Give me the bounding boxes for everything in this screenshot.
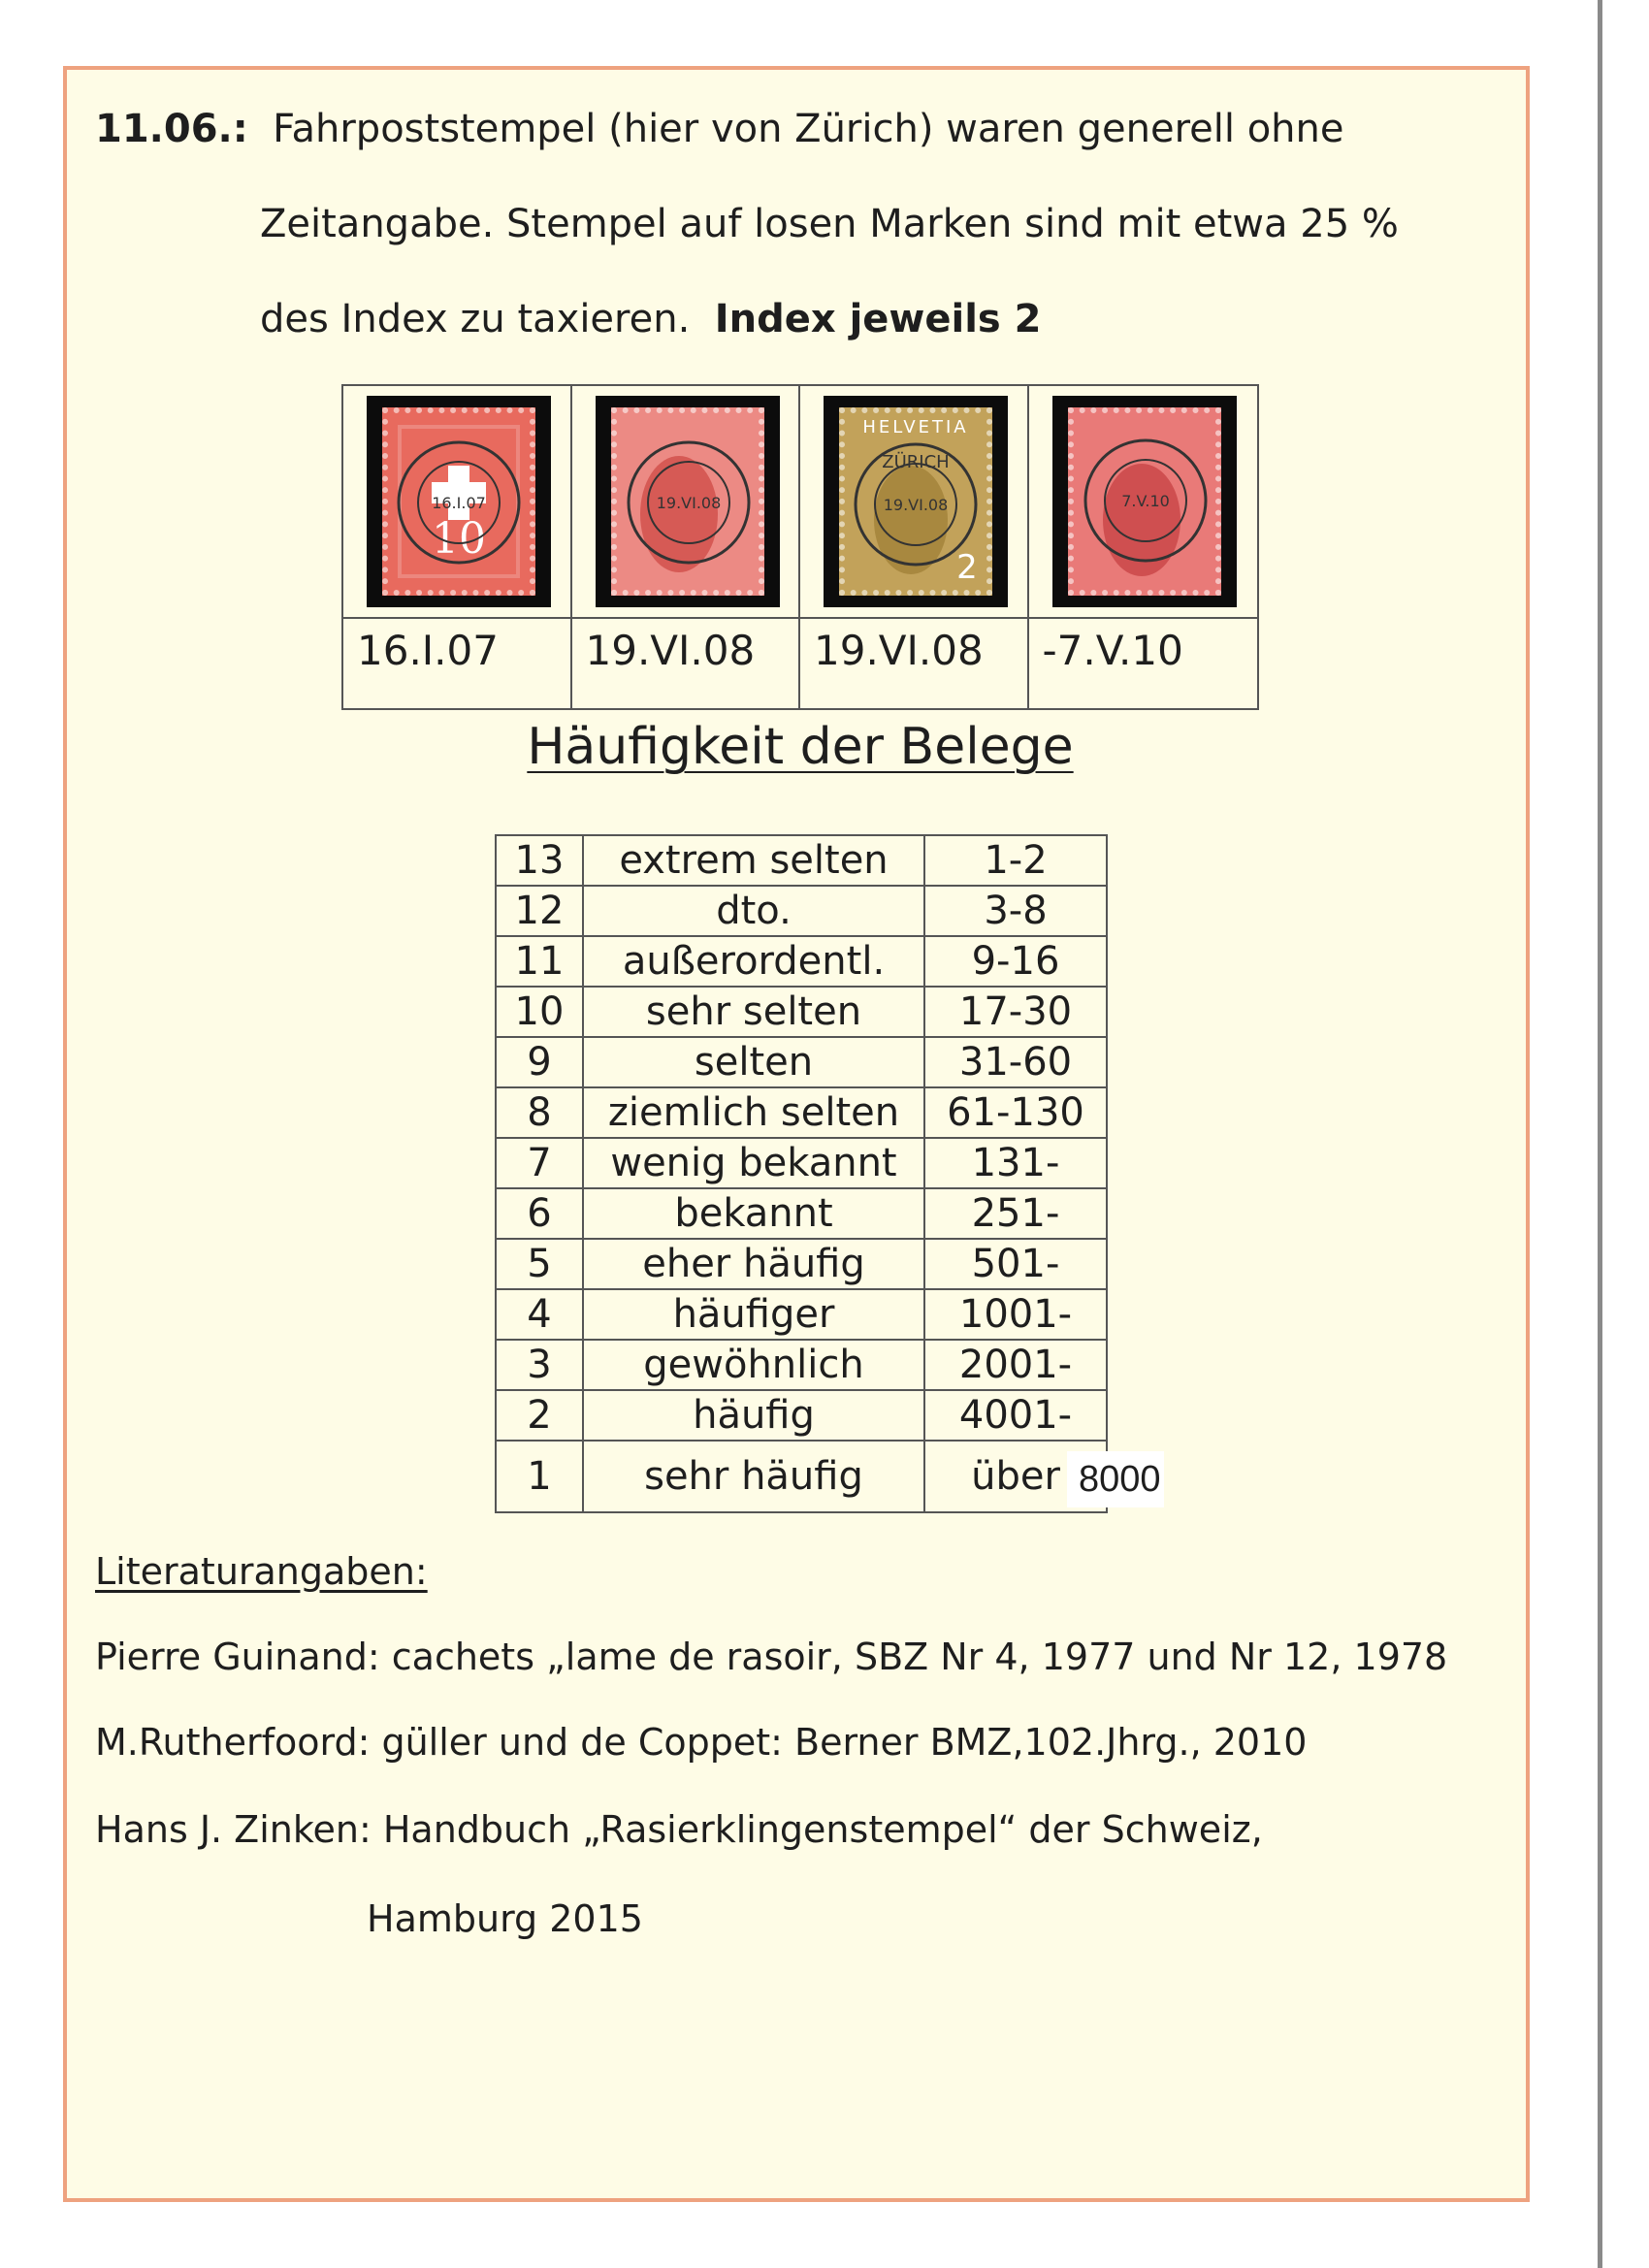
svg-text:2: 2 [956,548,978,587]
intro-line-1 [95,107,1343,151]
literature-ref: M.Rutherfoord: güller und de Coppet: Berner BMZ,102.Jhrg., 2010 [95,1721,1308,1764]
frequency-index: 1 [496,1441,583,1512]
frequency-count: 31-60 [924,1037,1107,1087]
frequency-table [495,834,1108,1513]
frequency-count: 251- [924,1188,1107,1239]
stamp-date: 19.VI.08 [572,617,801,708]
stamp-image [611,407,764,596]
stamp-cell-3 [800,386,1029,617]
frequency-index: 12 [496,886,583,936]
frequency-index: 10 [496,987,583,1037]
stamp-image [839,407,992,596]
literature-ref-continued: Hamburg 2015 [367,1897,643,1940]
literature-title: Literaturangaben: [95,1550,428,1593]
frequency-row [496,1441,1107,1512]
frequency-index: 4 [496,1289,583,1340]
stamp-mount [1052,396,1237,607]
frequency-index: 8 [496,1087,583,1138]
frequency-row [496,886,1107,936]
frequency-row [496,1138,1107,1188]
frequency-label: eher häufig [583,1239,924,1289]
frequency-index: 5 [496,1239,583,1289]
stamp-cell-2 [572,386,801,617]
intro-line-3 [260,297,1041,341]
svg-text:10: 10 [432,514,486,564]
frequency-count: über [924,1441,1107,1512]
stamp-cell-1 [343,386,572,617]
svg-text:19.VI.08: 19.VI.08 [883,496,949,514]
frequency-label: dto. [583,886,924,936]
literature-ref: Hans J. Zinken: Handbuch „Rasierklingenstempel“ der Schweiz, [95,1808,1263,1851]
frequency-row [496,1239,1107,1289]
frequency-index: 13 [496,835,583,886]
frequency-row [496,1340,1107,1390]
stamp-mount [596,396,780,607]
frequency-index: 2 [496,1390,583,1441]
frequency-label: wenig bekannt [583,1138,924,1188]
frequency-count: 1001- [924,1289,1107,1340]
frequency-row [496,1188,1107,1239]
index-note: Index jeweils 2 [714,297,1042,341]
stamp-cell-4 [1029,386,1258,617]
frequency-label: extrem selten [583,835,924,886]
stamp-date: 19.VI.08 [800,617,1029,708]
frequency-count: 131- [924,1138,1107,1188]
page-edge [1598,0,1602,2268]
frequency-label: bekannt [583,1188,924,1239]
frequency-row [496,1390,1107,1441]
frequency-count: 1-2 [924,835,1107,886]
stamp-mount [367,396,551,607]
svg-text:16.I.07: 16.I.07 [432,494,486,512]
svg-text:7.V.10: 7.V.10 [1120,492,1170,510]
frequency-label: selten [583,1037,924,1087]
frequency-count: 3-8 [924,886,1107,936]
intro-text-1: Fahrpoststempel (hier von Zürich) waren generell ohne [273,107,1344,151]
frequency-row [496,1037,1107,1087]
frequency-count: 2001- [924,1340,1107,1390]
section-number: 11.06.: [95,107,248,151]
frequency-count: 501- [924,1239,1107,1289]
stamp-mount [824,396,1008,607]
stamp-strip [341,384,1259,710]
stamp-image [382,407,535,596]
over-value-label: 8000 [1067,1451,1164,1507]
frequency-label: häufig [583,1390,924,1441]
frequency-count: 9-16 [924,936,1107,987]
stamp-date: 16.I.07 [343,617,572,708]
frequency-count: 17-30 [924,987,1107,1037]
frequency-count: 61-130 [924,1087,1107,1138]
frequency-count: 4001- [924,1390,1107,1441]
frequency-index: 9 [496,1037,583,1087]
frequency-index: 7 [496,1138,583,1188]
frequency-label: ziemlich selten [583,1087,924,1138]
frequency-row [496,1289,1107,1340]
frequency-label: sehr häufig [583,1441,924,1512]
svg-text:HELVETIA: HELVETIA [862,417,969,437]
frequency-label: außerordentl. [583,936,924,987]
frequency-label: gewöhnlich [583,1340,924,1390]
frequency-row [496,987,1107,1037]
frequency-index: 6 [496,1188,583,1239]
stamp-image [1068,407,1221,596]
frequency-label: sehr selten [583,987,924,1037]
intro-text-3: des Index zu taxieren. [260,297,691,341]
literature-ref: Pierre Guinand: cachets „lame de rasoir, SBZ Nr 4, 1977 und Nr 12, 1978 [95,1636,1448,1678]
frequency-row [496,835,1107,886]
intro-text-2: Zeitangabe. Stempel auf losen Marken sind mit etwa 25 % [260,202,1399,246]
frequency-heading: Häufigkeit der Belege [527,718,1074,776]
frequency-row [496,936,1107,987]
svg-text:ZÜRICH: ZÜRICH [882,452,950,472]
svg-text:19.VI.08: 19.VI.08 [656,494,721,512]
frequency-index: 3 [496,1340,583,1390]
stamp-date: -7.V.10 [1029,617,1258,708]
frequency-row [496,1087,1107,1138]
frequency-index: 11 [496,936,583,987]
frequency-label: häufiger [583,1289,924,1340]
